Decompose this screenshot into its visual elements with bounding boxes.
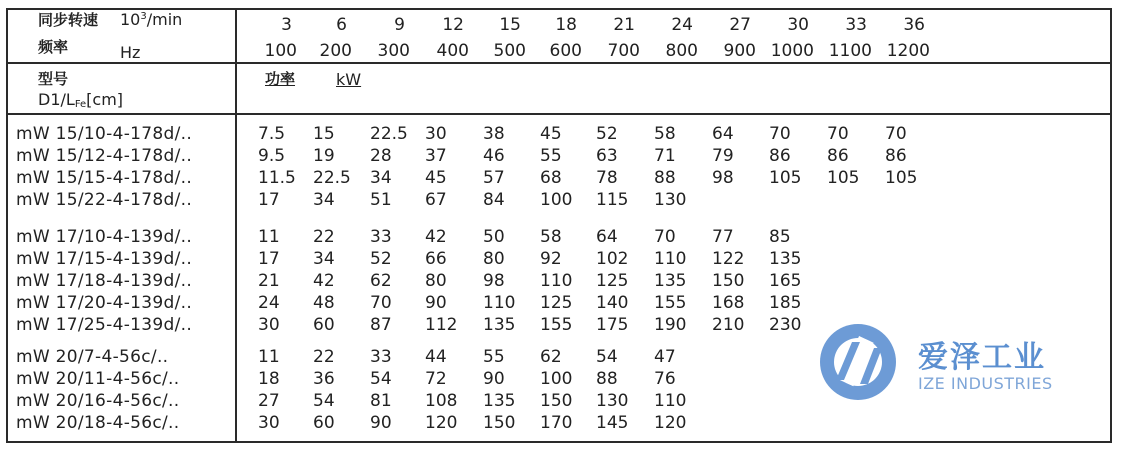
power-value: 15 — [313, 124, 335, 144]
power-value: 86 — [885, 146, 907, 166]
power-value: 42 — [425, 227, 447, 247]
power-value: 22.5 — [370, 124, 408, 144]
power-value: 24 — [258, 293, 280, 313]
power-value: 120 — [654, 413, 687, 433]
power-value: 55 — [540, 146, 562, 166]
power-value: 168 — [712, 293, 745, 313]
freq-value: 900 — [723, 41, 756, 61]
power-value: 120 — [425, 413, 458, 433]
power-value: 102 — [596, 249, 629, 269]
power-value: 88 — [654, 168, 676, 188]
power-value: 30 — [258, 413, 280, 433]
model-cell: mW 20/11-4-56c/.. — [16, 369, 180, 389]
power-value: 52 — [370, 249, 392, 269]
freq-unit: Hz — [120, 43, 141, 62]
power-value: 100 — [540, 190, 573, 210]
header-divider — [6, 62, 1112, 64]
power-value: 85 — [769, 227, 791, 247]
power-value: 100 — [540, 369, 573, 389]
power-value: 145 — [596, 413, 629, 433]
speed-value: 30 — [787, 15, 809, 35]
power-value: 22 — [313, 347, 335, 367]
power-value: 108 — [425, 391, 458, 411]
power-value: 125 — [540, 293, 573, 313]
power-value: 115 — [596, 190, 629, 210]
power-value: 11 — [258, 347, 280, 367]
power-value: 155 — [540, 315, 573, 335]
power-value: 98 — [712, 168, 734, 188]
freq-value: 800 — [665, 41, 698, 61]
power-value: 90 — [425, 293, 447, 313]
power-value: 112 — [425, 315, 458, 335]
power-value: 60 — [313, 315, 335, 335]
power-value: 135 — [483, 315, 516, 335]
power-value: 76 — [654, 369, 676, 389]
speed-value: 12 — [442, 15, 464, 35]
power-value: 170 — [540, 413, 573, 433]
power-value: 125 — [596, 271, 629, 291]
speed-value: 36 — [903, 15, 925, 35]
power-value: 135 — [769, 249, 802, 269]
freq-value: 700 — [607, 41, 640, 61]
power-value: 122 — [712, 249, 745, 269]
power-value: 72 — [425, 369, 447, 389]
model-cell: mW 17/15-4-139d/.. — [16, 249, 193, 269]
model-cell: mW 15/12-4-178d/.. — [16, 146, 193, 166]
power-value: 135 — [483, 391, 516, 411]
model-cell: mW 15/22-4-178d/.. — [16, 190, 193, 210]
power-value: 19 — [313, 146, 335, 166]
power-value: 70 — [654, 227, 676, 247]
freq-value: 100 — [264, 41, 297, 61]
power-value: 175 — [596, 315, 629, 335]
freq-value: 500 — [493, 41, 526, 61]
power-value: 11.5 — [258, 168, 296, 188]
power-value: 190 — [654, 315, 687, 335]
power-value: 86 — [827, 146, 849, 166]
power-value: 34 — [370, 168, 392, 188]
speed-value: 24 — [671, 15, 693, 35]
power-value: 34 — [313, 190, 335, 210]
power-value: 78 — [596, 168, 618, 188]
power-value: 57 — [483, 168, 505, 188]
model-cell: mW 15/15-4-178d/.. — [16, 168, 193, 188]
power-value: 70 — [885, 124, 907, 144]
freq-value: 400 — [436, 41, 469, 61]
speed-value: 33 — [845, 15, 867, 35]
power-value: 11 — [258, 227, 280, 247]
power-value: 70 — [370, 293, 392, 313]
power-value: 79 — [712, 146, 734, 166]
column-divider — [235, 8, 237, 443]
speed-value: 15 — [499, 15, 521, 35]
model-cell: mW 20/16-4-56c/.. — [16, 391, 180, 411]
freq-value: 1200 — [886, 41, 930, 61]
power-value: 33 — [370, 347, 392, 367]
sync-speed-label: 同步转速 — [38, 11, 99, 29]
power-value: 110 — [654, 249, 687, 269]
power-value: 9.5 — [258, 146, 286, 166]
speed-value: 27 — [729, 15, 751, 35]
model-cell: mW 20/7-4-56c/.. — [16, 347, 169, 367]
speed-value: 18 — [555, 15, 577, 35]
power-value: 105 — [885, 168, 918, 188]
power-value: 64 — [712, 124, 734, 144]
power-value: 58 — [540, 227, 562, 247]
power-value: 150 — [540, 391, 573, 411]
power-value: 50 — [483, 227, 505, 247]
power-value: 55 — [483, 347, 505, 367]
power-value: 21 — [258, 271, 280, 291]
power-value: 92 — [540, 249, 562, 269]
speed-value: 3 — [281, 15, 292, 35]
model-cell: mW 20/18-4-56c/.. — [16, 413, 180, 433]
power-value: 22.5 — [313, 168, 351, 188]
model-cell: mW 17/25-4-139d/.. — [16, 315, 193, 335]
freq-value: 1100 — [828, 41, 872, 61]
power-value: 68 — [540, 168, 562, 188]
power-value: 62 — [370, 271, 392, 291]
power-value: 135 — [654, 271, 687, 291]
power-value: 17 — [258, 249, 280, 269]
power-value: 27 — [258, 391, 280, 411]
freq-value: 1000 — [770, 41, 814, 61]
power-value: 17 — [258, 190, 280, 210]
power-value: 42 — [313, 271, 335, 291]
power-value: 36 — [313, 369, 335, 389]
logo-name-cn: 爱泽工业 — [918, 340, 1046, 375]
power-value: 80 — [425, 271, 447, 291]
power-value: 155 — [654, 293, 687, 313]
power-value: 130 — [654, 190, 687, 210]
power-value: 34 — [313, 249, 335, 269]
power-value: 28 — [370, 146, 392, 166]
power-value: 86 — [769, 146, 791, 166]
power-value: 37 — [425, 146, 447, 166]
freq-value: 300 — [377, 41, 410, 61]
power-value: 110 — [483, 293, 516, 313]
power-unit: kW — [336, 70, 362, 89]
power-value: 130 — [596, 391, 629, 411]
power-value: 44 — [425, 347, 447, 367]
power-value: 22 — [313, 227, 335, 247]
power-value: 38 — [483, 124, 505, 144]
power-value: 30 — [425, 124, 447, 144]
power-value: 46 — [483, 146, 505, 166]
freq-value: 600 — [549, 41, 582, 61]
power-value: 71 — [654, 146, 676, 166]
power-value: 63 — [596, 146, 618, 166]
power-value: 88 — [596, 369, 618, 389]
model-label: 型号 — [38, 70, 69, 88]
speed-value: 21 — [613, 15, 635, 35]
model-cell: mW 15/10-4-178d/.. — [16, 124, 193, 144]
power-value: 7.5 — [258, 124, 286, 144]
ize-logo-icon — [812, 318, 908, 408]
power-value: 70 — [769, 124, 791, 144]
power-value: 80 — [483, 249, 505, 269]
power-value: 48 — [313, 293, 335, 313]
power-value: 54 — [313, 391, 335, 411]
power-value: 45 — [425, 168, 447, 188]
power-value: 70 — [827, 124, 849, 144]
power-value: 150 — [712, 271, 745, 291]
power-value: 110 — [540, 271, 573, 291]
power-value: 58 — [654, 124, 676, 144]
power-value: 90 — [483, 369, 505, 389]
dimension-label: $D1/L_{Fe}[cm]$ — [38, 90, 124, 110]
power-value: 33 — [370, 227, 392, 247]
power-value: 185 — [769, 293, 802, 313]
power-value: 54 — [596, 347, 618, 367]
power-value: 60 — [313, 413, 335, 433]
power-value: 45 — [540, 124, 562, 144]
power-value: 30 — [258, 315, 280, 335]
freq-label: 频率 — [38, 38, 69, 56]
power-value: 47 — [654, 347, 676, 367]
power-value: 51 — [370, 190, 392, 210]
power-value: 105 — [827, 168, 860, 188]
power-value: 64 — [596, 227, 618, 247]
power-value: 110 — [654, 391, 687, 411]
power-label: 功率 — [265, 70, 296, 88]
model-cell: mW 17/20-4-139d/.. — [16, 293, 193, 313]
power-value: 150 — [483, 413, 516, 433]
freq-value: 200 — [319, 41, 352, 61]
power-value: 67 — [425, 190, 447, 210]
power-value: 62 — [540, 347, 562, 367]
power-value: 54 — [370, 369, 392, 389]
power-value: 210 — [712, 315, 745, 335]
model-cell: mW 17/18-4-139d/.. — [16, 271, 193, 291]
power-value: 18 — [258, 369, 280, 389]
power-value: 105 — [769, 168, 802, 188]
power-value: 77 — [712, 227, 734, 247]
power-value: 81 — [370, 391, 392, 411]
power-value: 140 — [596, 293, 629, 313]
logo-name-en: IZE INDUSTRIES — [918, 374, 1053, 393]
power-value: 90 — [370, 413, 392, 433]
subheader-divider — [6, 113, 1112, 115]
speed-value: 9 — [394, 15, 405, 35]
power-value: 230 — [769, 315, 802, 335]
speed-unit: $10^3/\min$ — [120, 10, 183, 29]
power-value: 84 — [483, 190, 505, 210]
power-value: 87 — [370, 315, 392, 335]
model-cell: mW 17/10-4-139d/.. — [16, 227, 193, 247]
power-value: 98 — [483, 271, 505, 291]
company-logo — [812, 318, 1072, 408]
power-value: 66 — [425, 249, 447, 269]
power-value: 165 — [769, 271, 802, 291]
power-value: 52 — [596, 124, 618, 144]
speed-value: 6 — [336, 15, 347, 35]
